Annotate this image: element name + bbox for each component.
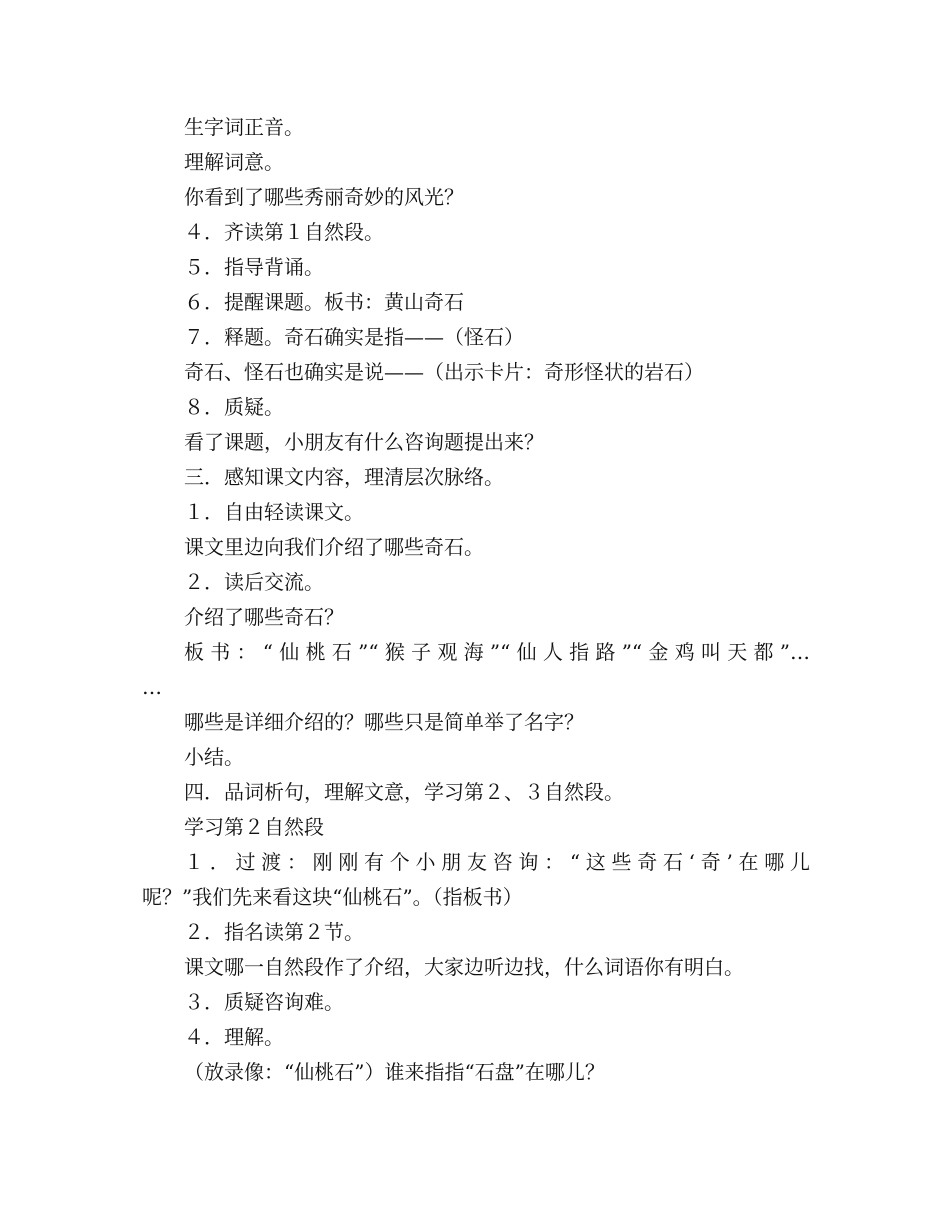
numbered-line: ２．读后交流。 [184, 570, 324, 594]
text-line: 哪些是详细介绍的？哪些只是简单举了名字？ [184, 710, 584, 734]
text-line: 板书：“仙桃石”“猴子观海”“仙人指路”“金鸡叫天都”… [184, 640, 810, 664]
text-line: 你看到了哪些秀丽奇妙的风光？ [184, 185, 464, 209]
text-line: 奇石、怪石也确实是说——（出示卡片：奇形怪状的岩石） [184, 360, 704, 384]
numbered-line: ７．释题。奇石确实是指——（怪石） [184, 325, 524, 349]
numbered-line: ３．质疑咨询难。 [184, 990, 344, 1014]
text-line: 小结。 [184, 745, 244, 769]
section-heading: 三．感知课文内容，理清层次脉络。 [184, 465, 504, 489]
numbered-line: ５．指导背诵。 [184, 255, 324, 279]
text-line-continuation: 呢？”我们先来看这块“仙桃石”。（指板书） [142, 885, 523, 909]
text-line: 学习第２自然段 [184, 815, 324, 839]
numbered-line: ４．理解。 [184, 1025, 284, 1049]
section-heading: 四．品词析句，理解文意，学习第２、３自然段。 [184, 780, 624, 804]
text-line: 看了课题，小朋友有什么咨询题提出来？ [184, 430, 544, 454]
numbered-line: ４．齐读第１自然段。 [184, 220, 384, 244]
numbered-line: １．过渡：刚刚有个小朋友咨询：“这些奇石‘奇’在哪儿 [184, 850, 810, 874]
numbered-line: １．自由轻读课文。 [184, 500, 364, 524]
text-line: 介绍了哪些奇石？ [184, 605, 344, 629]
text-line-continuation: … [142, 675, 162, 699]
numbered-line: ８．质疑。 [184, 395, 284, 419]
text-line: 课文里边向我们介绍了哪些奇石。 [184, 535, 484, 559]
document-body [142, 110, 810, 1090]
text-line: 生字词正音。 [184, 115, 304, 139]
text-line: 课文哪一自然段作了介绍，大家边听边找，什么词语你有明白。 [184, 955, 744, 979]
numbered-line: ２．指名读第２节。 [184, 920, 364, 944]
text-line: （放录像：“仙桃石”）谁来指指“石盘”在哪儿？ [184, 1060, 605, 1084]
numbered-line: ６．提醒课题。板书：黄山奇石 [184, 290, 464, 314]
text-line: 理解词意。 [184, 150, 284, 174]
